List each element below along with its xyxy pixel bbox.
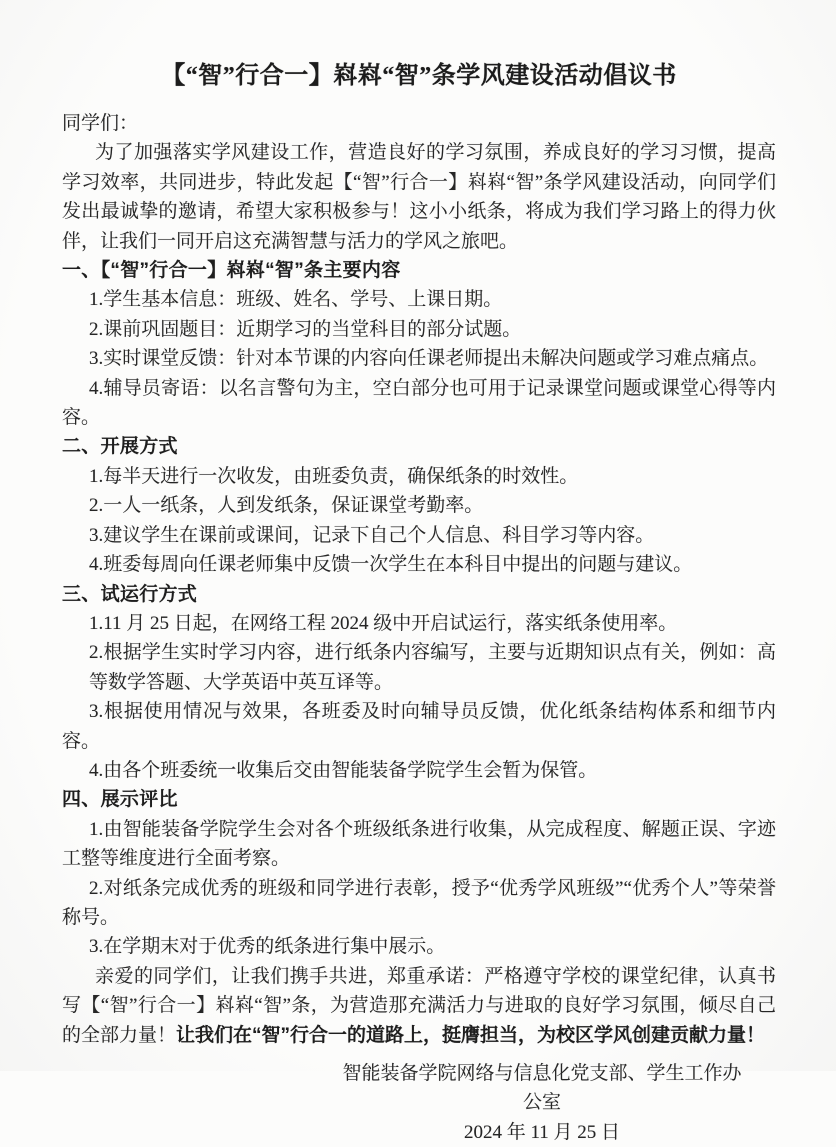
section-heading-4: 四、展示评比 bbox=[62, 789, 178, 811]
signature-line: 智能装备学院网络与信息化党支部、学生工作办公室 bbox=[342, 1063, 742, 1114]
section-heading-2: 二、开展方式 bbox=[62, 436, 178, 458]
list-item: 3.根据使用情况与效果，各班委及时向辅导员反馈，优化纸条结构体系和细节内容。 bbox=[62, 701, 776, 752]
list-item: 1.由智能装备学院学生会对各个班级纸条进行收集，从完成程度、解题正误、字迹工整等维度进行全面考察。 bbox=[62, 818, 776, 870]
section-heading-1: 一、【“智”行合一】嵙嵙“智”条主要内容 bbox=[62, 260, 401, 282]
section-heading-3: 三、试运行方式 bbox=[62, 583, 198, 605]
list-item: 4.班委每周向任课老师集中反馈一次学生在本科目中提出的问题与建议。 bbox=[89, 554, 693, 576]
section-main-content bbox=[62, 256, 776, 432]
list-item: 3.建议学生在课前或课间，记录下自己个人信息、科目学习等内容。 bbox=[89, 524, 655, 546]
document-title: 【“智”行合一】嵙嵙“智”条学风建设活动倡议书 bbox=[161, 63, 677, 89]
closing-bold-text: 让我们在“智”行合一的道路上，挺膺担当，为校区学风创建贡献力量！ bbox=[176, 1024, 766, 1046]
list-item: 3.实时课堂反馈：针对本节课的内容向任课老师提出未解决问题或学习难点痛点。 bbox=[89, 348, 769, 370]
salutation: 同学们： bbox=[62, 113, 139, 134]
list-item: 4.由各个班委统一收集后交由智能装备学院学生会暂为保管。 bbox=[89, 759, 598, 781]
section-evaluation bbox=[62, 785, 776, 961]
list-item: 2.课前巩固题目：近期学习的当堂科目的部分试题。 bbox=[89, 318, 522, 340]
date-line: 2024 年 11 月 25 日 bbox=[463, 1121, 621, 1143]
list-item: 1.每半天进行一次收发，由班委负责，确保纸条的时效性。 bbox=[89, 465, 579, 487]
signature-block bbox=[342, 1059, 742, 1147]
list-item: 2.一人一纸条，人到发纸条，保证课堂考勤率。 bbox=[89, 495, 484, 517]
section-method bbox=[62, 432, 776, 579]
list-item: 3.在学期末对于优秀的纸条进行集中展示。 bbox=[89, 936, 446, 958]
list-item: 1.学生基本信息：班级、姓名、学号、上课日期。 bbox=[89, 289, 503, 311]
intro-paragraph: 为了加强落实学风建设工作，营造良好的学习氛围，养成良好的学习习惯，提高学习效率，共同进步，特此发起【“智”行合一】嵙嵙“智”条学风建设活动，向同学们发出最诚挚的邀请，希望大家积极参与！这小小纸条，将成为我们学习路上的得力伙伴，让我们一同开启这充满智慧与活力的学风之旅吧。 bbox=[62, 142, 776, 252]
section-trial-run bbox=[62, 580, 776, 786]
list-item: 1.11 月 25 日起，在网络工程 2024 级中开启试运行，落实纸条使用率。 bbox=[89, 612, 678, 634]
list-item: 4.辅导员寄语：以名言警句为主，空白部分也可用于记录课堂问题或课堂心得等内容。 bbox=[62, 377, 776, 429]
list-item: 2.对纸条完成优秀的班级和同学进行表彰，授予“优秀学风班级”“优秀个人”等荣誉称号。 bbox=[62, 877, 776, 928]
document-body bbox=[62, 109, 776, 1147]
closing-paragraph bbox=[62, 962, 776, 1050]
list-item: 2.根据学生实时学习内容，进行纸条内容编写，主要与近期知识点有关，例如：高等数学答题、大学英语中英互译等。 bbox=[89, 642, 776, 693]
closing-text: 亲爱的同学们，让我们携手共进，郑重承诺：严格遵守学校的课堂纪律，认真书写【“智”行合一】嵙嵙“智”条，为营造那充满活力与进取的良好学习氛围，倾尽自己的全部力量！ bbox=[62, 965, 776, 1046]
